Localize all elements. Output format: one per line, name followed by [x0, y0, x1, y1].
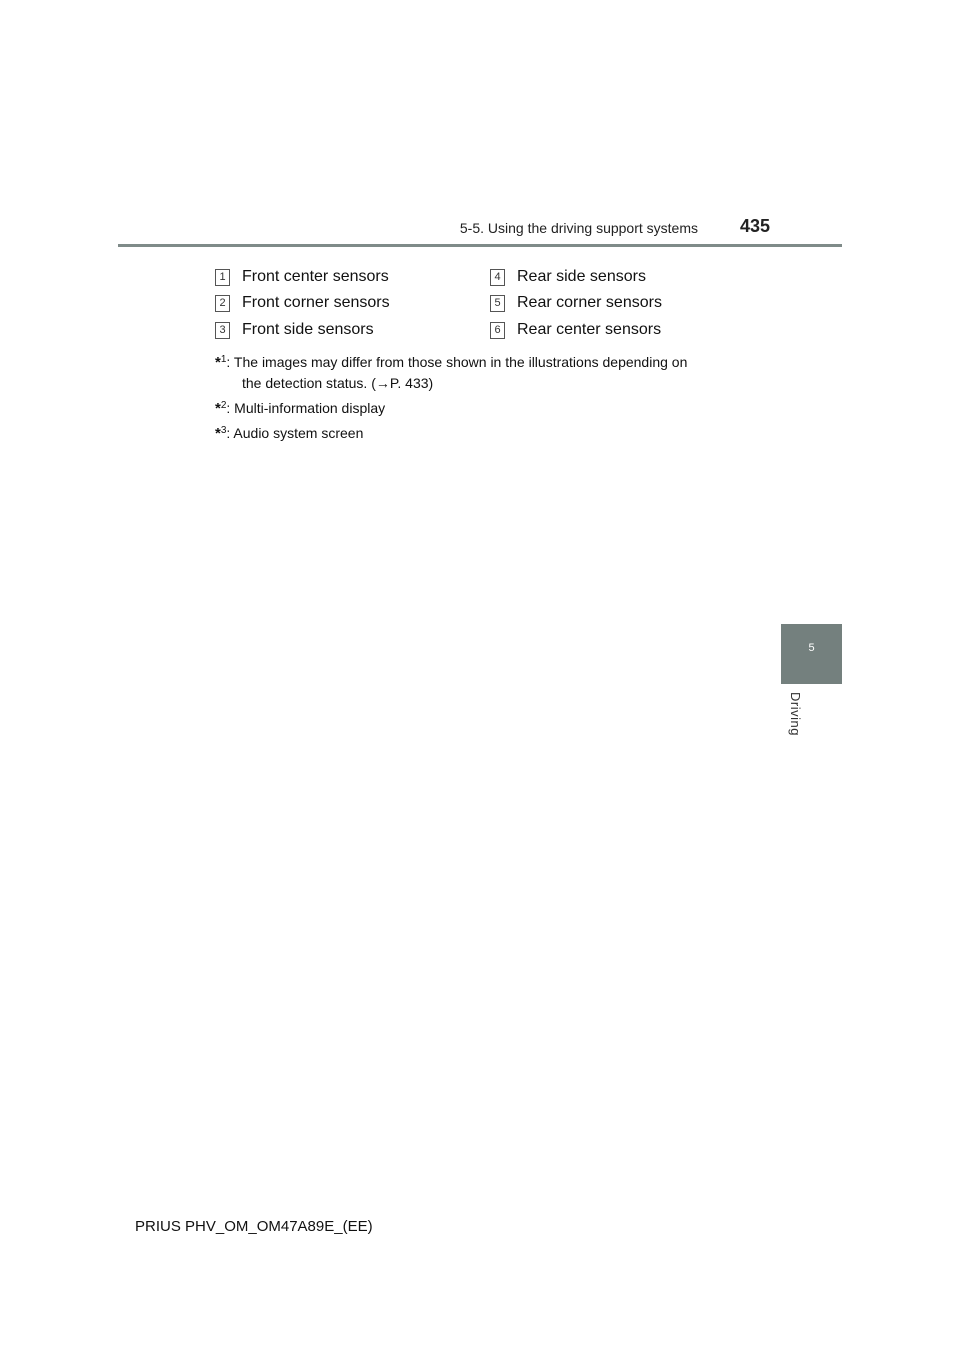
legend-item-4 [490, 268, 646, 286]
number-3-icon: 3 [215, 322, 230, 339]
legend-item-6 [490, 321, 661, 339]
number-2-icon: 2 [215, 295, 230, 312]
legend-label: Rear center sensors [517, 321, 662, 338]
number-6-icon: 6 [490, 322, 505, 339]
legend-item-2 [215, 294, 390, 312]
legend-label: Front corner sensors [242, 294, 390, 311]
section-title: 5-5. Using the driving support systems [459, 220, 698, 236]
legend-item-5 [490, 294, 662, 312]
footnote-1 [215, 350, 755, 393]
number-5-icon: 5 [490, 295, 505, 312]
header-rule [118, 244, 842, 247]
legend-item-1 [215, 268, 389, 286]
footnote-text: : The images may differ from those shown in the illustrations depending on [226, 354, 688, 370]
footnote-2 [215, 396, 755, 419]
footnote-mark: *$^3$ [215, 425, 227, 442]
footnote-mark: *$^2$ [215, 400, 227, 417]
footnote-text-continued: the detection status. (→P. 433) [242, 375, 434, 391]
number-4-icon: 4 [490, 269, 505, 286]
footnote-3 [215, 421, 755, 444]
legend-label: Rear side sensors [517, 268, 646, 285]
page-number: 435 [740, 216, 771, 236]
footnote-mark: *$^1$ [215, 354, 227, 371]
footnote-text: : Audio system screen [226, 425, 364, 441]
legend-label: Rear corner sensors [517, 294, 662, 311]
chapter-label: Driving [788, 692, 803, 736]
legend-label: Front center sensors [242, 268, 389, 285]
chapter-number: 5 [808, 642, 815, 654]
legend-label: Front side sensors [242, 321, 374, 338]
chapter-tab [781, 624, 842, 684]
legend-item-3 [215, 321, 374, 339]
number-1-icon: 1 [215, 269, 230, 286]
document-code: PRIUS PHV_OM_OM47A89E_(EE) [135, 1218, 373, 1235]
footnote-text: : Multi-information display [226, 400, 386, 416]
